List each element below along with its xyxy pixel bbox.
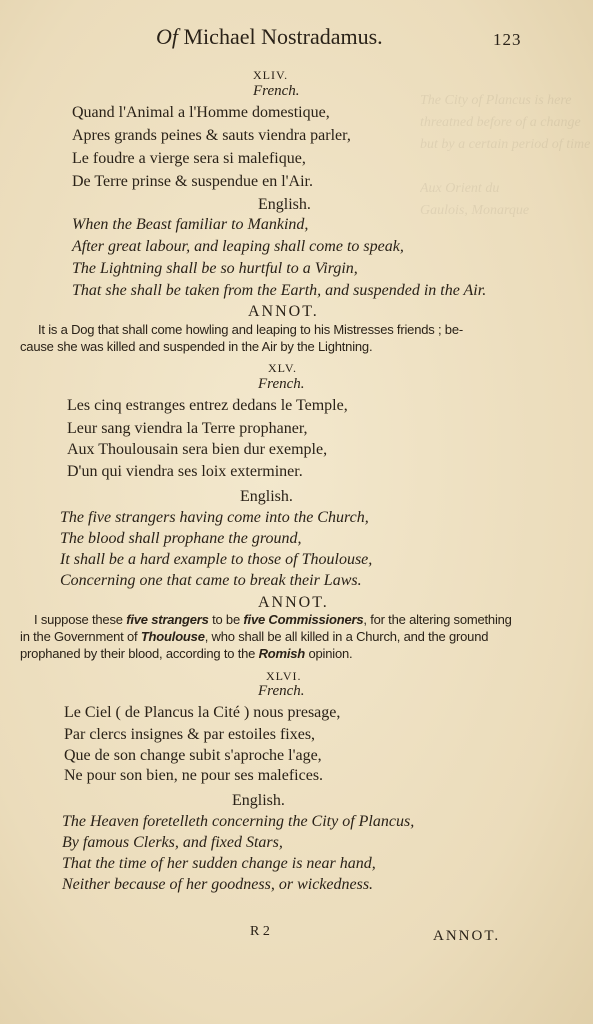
french-label: French. [258, 376, 305, 392]
annotation-line: prophaned by their blood, according to the Romish opinion. [20, 646, 353, 661]
french-label: French. [258, 683, 305, 699]
english-line: The blood shall prophane the ground, [60, 530, 302, 547]
english-line: It shall be a hard example to those of Thoulouse, [60, 551, 373, 568]
english-label: English. [258, 196, 311, 213]
english-line: Neither because of her goodness, or wickedness. [62, 876, 374, 893]
french-line: Le foudre a vierge sera si malefique, [72, 150, 306, 167]
signature-mark: R 2 [250, 924, 270, 939]
quatrain-number: XLIV. [253, 68, 289, 82]
annotation-line: It is a Dog that shall come howling and leaping to his Mistresses friends ; be- [38, 322, 463, 337]
french-line: Que de son change subit s'aproche l'age, [64, 747, 322, 764]
annotation-heading: ANNOT. [248, 303, 319, 320]
french-line: Le Ciel ( de Plancus la Cité ) nous presage, [64, 704, 341, 721]
english-line: That the time of her sudden change is near hand, [62, 855, 376, 872]
annotation-line: in the Government of Thoulouse, who shall be all killed in a Church, and the ground [20, 629, 489, 644]
running-head [156, 24, 383, 50]
english-line: The five strangers having come into the Church, [60, 509, 369, 526]
french-line: Aux Thoulousain sera bien dur exemple, [67, 441, 328, 458]
english-line: By famous Clerks, and fixed Stars, [62, 834, 283, 851]
annotation-line: cause she was killed and suspended in the Air by the Lightning. [20, 339, 373, 354]
french-label: French. [253, 83, 300, 99]
quatrain-number: XLV. [268, 361, 298, 375]
english-label: English. [232, 792, 285, 809]
english-line: After great labour, and leaping shall come to speak, [72, 238, 404, 255]
quatrain-number: XLVI. [266, 669, 302, 683]
running-head-of: Of [156, 24, 178, 49]
catchword: ANNOT. [433, 928, 501, 944]
french-line: Quand l'Animal a l'Homme domestique, [72, 104, 330, 121]
page-number: 123 [493, 30, 522, 49]
english-line: When the Beast familiar to Mankind, [72, 216, 309, 233]
english-line: That she shall be taken from the Earth, and suspended in the Air. [72, 282, 487, 299]
english-line: The Lightning shall be so hurtful to a Virgin, [72, 260, 358, 277]
french-line: Par clercs insignes & par estoiles fixes, [64, 726, 316, 743]
annotation-line: I suppose these five strangers to be five Commissioners, for the altering something [34, 612, 512, 627]
running-head-title: Michael Nostradamus. [183, 24, 383, 49]
french-line: Leur sang viendra la Terre prophaner, [67, 420, 308, 437]
french-line: Les cinq estranges entrez dedans le Temple, [67, 397, 348, 414]
french-line: D'un qui viendra ses loix exterminer. [67, 463, 303, 480]
french-line: Apres grands peines & sauts viendra parler, [72, 127, 351, 144]
english-label: English. [240, 488, 293, 505]
annotation-heading: ANNOT. [258, 594, 329, 611]
english-line: Concerning one that came to break their Laws. [60, 572, 362, 589]
bleed-through: The City of Plancus is here threatned before of a change but by a certain period of time Aux Orient du Gaulois, Monarque [420, 93, 590, 218]
english-line: The Heaven foretelleth concerning the City of Plancus, [62, 813, 415, 830]
french-line: Ne pour son bien, ne pour ses malefices. [64, 767, 324, 784]
french-line: De Terre prinse & suspendue en l'Air. [72, 173, 313, 190]
